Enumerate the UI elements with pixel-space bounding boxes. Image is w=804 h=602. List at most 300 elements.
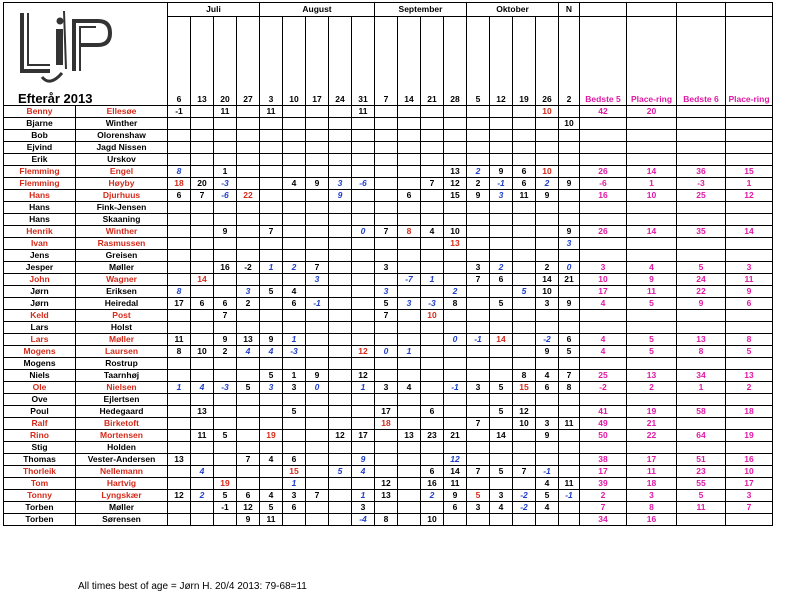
first-name: Niels <box>4 370 76 382</box>
empty-cell <box>237 274 260 286</box>
empty-cell <box>283 430 306 442</box>
summary-cell <box>677 118 726 130</box>
empty-cell <box>214 142 237 154</box>
empty-cell <box>398 502 421 514</box>
summary-cell: 8 <box>726 334 773 346</box>
score-cell: 8 <box>168 346 191 358</box>
empty-cell <box>168 502 191 514</box>
empty-cell <box>237 406 260 418</box>
empty-cell <box>260 322 283 334</box>
summary-cell <box>726 418 773 430</box>
summary-cell <box>726 310 773 322</box>
last-name: Laursen <box>76 346 168 358</box>
table-row <box>4 334 773 346</box>
score-cell: 3 <box>237 286 260 298</box>
summary-cell <box>580 442 627 454</box>
empty-cell <box>237 166 260 178</box>
table-row <box>4 262 773 274</box>
empty-cell <box>444 358 467 370</box>
score-cell: 0 <box>375 346 398 358</box>
summary-cell: 50 <box>580 430 627 442</box>
score-cell: 7 <box>306 262 329 274</box>
empty-cell <box>191 454 214 466</box>
score-cell: -3 <box>214 382 237 394</box>
score-cell: 15 <box>444 190 467 202</box>
score-cell: 3 <box>283 490 306 502</box>
last-name: Jagd Nissen <box>76 142 168 154</box>
score-cell: 19 <box>260 430 283 442</box>
empty-cell <box>559 406 580 418</box>
summary-cell <box>580 142 627 154</box>
summary-cell <box>677 310 726 322</box>
summary-cell: 16 <box>580 190 627 202</box>
summary-cell: 19 <box>726 430 773 442</box>
table-row <box>4 310 773 322</box>
empty-cell <box>398 394 421 406</box>
empty-cell <box>168 466 191 478</box>
score-cell: -1 <box>444 382 467 394</box>
empty-cell <box>260 418 283 430</box>
week-header: 3 <box>260 17 283 106</box>
empty-cell <box>329 382 352 394</box>
empty-cell <box>398 490 421 502</box>
score-cell: 2 <box>490 262 513 274</box>
score-cell: 12 <box>513 406 536 418</box>
empty-cell <box>398 238 421 250</box>
empty-cell <box>283 154 306 166</box>
empty-cell <box>444 370 467 382</box>
first-name: Tonny <box>4 490 76 502</box>
summary-cell: 8 <box>677 346 726 358</box>
empty-cell <box>329 274 352 286</box>
empty-cell <box>467 514 490 526</box>
summary-cell: 22 <box>677 286 726 298</box>
first-name: Mogens <box>4 358 76 370</box>
empty-cell <box>191 250 214 262</box>
last-name: Taarnhøj <box>76 370 168 382</box>
first-name: Hans <box>4 214 76 226</box>
score-cell: 21 <box>559 274 580 286</box>
empty-cell <box>329 286 352 298</box>
empty-cell <box>329 106 352 118</box>
table-row <box>4 286 773 298</box>
summary-cell: 25 <box>580 370 627 382</box>
summary-cell <box>627 154 677 166</box>
empty-cell <box>306 346 329 358</box>
first-name: Lars <box>4 322 76 334</box>
score-cell: -4 <box>352 514 375 526</box>
empty-cell <box>421 454 444 466</box>
empty-cell <box>490 394 513 406</box>
empty-cell <box>191 334 214 346</box>
summary-cell: 9 <box>677 298 726 310</box>
empty-cell <box>352 478 375 490</box>
week-header: 28 <box>444 17 467 106</box>
summary-cell <box>677 154 726 166</box>
last-name: Rostrup <box>76 358 168 370</box>
score-cell: 3 <box>536 418 559 430</box>
score-cell: 11 <box>352 106 375 118</box>
score-cell: -6 <box>214 190 237 202</box>
empty-cell <box>513 358 536 370</box>
empty-cell <box>168 322 191 334</box>
empty-cell <box>375 358 398 370</box>
score-cell: 3 <box>306 274 329 286</box>
last-name: Post <box>76 310 168 322</box>
summary-cell: 20 <box>627 106 677 118</box>
score-cell: 1 <box>283 334 306 346</box>
empty-cell <box>214 358 237 370</box>
empty-cell <box>444 154 467 166</box>
score-cell: 7 <box>260 226 283 238</box>
last-name: Vester-Andersen <box>76 454 168 466</box>
empty-cell <box>398 130 421 142</box>
summary-cell: 51 <box>677 454 726 466</box>
empty-cell <box>536 118 559 130</box>
summary-cell: 4 <box>580 346 627 358</box>
first-name: Ralf <box>4 418 76 430</box>
empty-cell <box>490 214 513 226</box>
summary-cell <box>580 130 627 142</box>
empty-cell <box>352 250 375 262</box>
first-name: Torben <box>4 514 76 526</box>
empty-cell <box>467 214 490 226</box>
score-cell: 3 <box>490 190 513 202</box>
empty-cell <box>536 202 559 214</box>
empty-cell <box>513 274 536 286</box>
score-cell: 6 <box>283 298 306 310</box>
summary-cell: 39 <box>580 478 627 490</box>
summary-cell <box>726 358 773 370</box>
first-name: Bob <box>4 130 76 142</box>
first-name: Jesper <box>4 262 76 274</box>
score-cell: 6 <box>191 298 214 310</box>
empty-cell <box>352 142 375 154</box>
empty-cell <box>306 418 329 430</box>
score-cell: -7 <box>398 274 421 286</box>
empty-cell <box>421 370 444 382</box>
score-cell: 8 <box>444 298 467 310</box>
first-name: Stig <box>4 442 76 454</box>
empty-cell <box>214 394 237 406</box>
month-header: August <box>260 3 375 17</box>
score-cell: 2 <box>283 262 306 274</box>
table-row <box>4 454 773 466</box>
score-cell: 12 <box>168 490 191 502</box>
summary-cell: 8 <box>627 502 677 514</box>
score-cell: 7 <box>421 178 444 190</box>
empty-cell <box>536 394 559 406</box>
summary-cell: 2 <box>580 490 627 502</box>
score-cell: -2 <box>536 334 559 346</box>
empty-cell <box>421 334 444 346</box>
club-logo-cell <box>4 3 168 106</box>
empty-cell <box>398 478 421 490</box>
first-name: Torben <box>4 502 76 514</box>
score-cell: 12 <box>444 178 467 190</box>
empty-cell <box>191 154 214 166</box>
table-row <box>4 178 773 190</box>
empty-cell <box>237 178 260 190</box>
summary-cell <box>677 322 726 334</box>
score-cell: 8 <box>375 514 398 526</box>
empty-cell <box>260 202 283 214</box>
table-row <box>4 118 773 130</box>
first-name: Flemming <box>4 178 76 190</box>
summary-cell: -2 <box>580 382 627 394</box>
empty-cell <box>237 130 260 142</box>
empty-cell <box>260 178 283 190</box>
summary-cell: 3 <box>580 262 627 274</box>
empty-cell <box>490 310 513 322</box>
summary-cell: 9 <box>726 286 773 298</box>
empty-cell <box>283 274 306 286</box>
week-header: 17 <box>306 17 329 106</box>
last-name: Nellemann <box>76 466 168 478</box>
summary-cell <box>677 130 726 142</box>
empty-cell <box>421 394 444 406</box>
empty-cell <box>444 214 467 226</box>
score-cell: 5 <box>513 286 536 298</box>
empty-cell <box>467 118 490 130</box>
empty-cell <box>260 118 283 130</box>
empty-cell <box>237 322 260 334</box>
empty-cell <box>421 418 444 430</box>
empty-cell <box>375 250 398 262</box>
empty-cell <box>536 226 559 238</box>
summary-cell: 6 <box>726 298 773 310</box>
first-name: Thorleik <box>4 466 76 478</box>
empty-cell <box>329 226 352 238</box>
empty-cell <box>536 454 559 466</box>
summary-cell <box>627 142 677 154</box>
empty-cell <box>306 514 329 526</box>
table-row <box>4 370 773 382</box>
summary-cell <box>627 322 677 334</box>
first-name: Ivan <box>4 238 76 250</box>
summary-cell: 24 <box>677 274 726 286</box>
last-name: Djurhuus <box>76 190 168 202</box>
score-cell: 6 <box>513 166 536 178</box>
week-header: 21 <box>421 17 444 106</box>
score-cell: 17 <box>352 430 375 442</box>
month-header: Oktober <box>467 3 559 17</box>
score-cell: 22 <box>237 190 260 202</box>
score-cell: 4 <box>237 346 260 358</box>
summary-cell: 17 <box>580 286 627 298</box>
empty-cell <box>329 490 352 502</box>
first-name: Poul <box>4 406 76 418</box>
empty-cell <box>168 130 191 142</box>
empty-cell <box>352 322 375 334</box>
summary-cell: 17 <box>627 454 677 466</box>
empty-cell <box>467 406 490 418</box>
summary-cell: 13 <box>627 370 677 382</box>
summary-cell: 7 <box>726 502 773 514</box>
score-cell: 3 <box>283 382 306 394</box>
last-name: Winther <box>76 118 168 130</box>
score-cell: -1 <box>306 298 329 310</box>
empty-cell <box>559 142 580 154</box>
empty-cell <box>168 250 191 262</box>
last-name: Greisen <box>76 250 168 262</box>
score-cell: -1 <box>467 334 490 346</box>
empty-cell <box>283 226 306 238</box>
score-cell: 1 <box>421 274 444 286</box>
summary-header-spacer <box>627 3 677 17</box>
empty-cell <box>237 214 260 226</box>
score-cell: 13 <box>375 490 398 502</box>
empty-cell <box>421 322 444 334</box>
empty-cell <box>237 238 260 250</box>
empty-cell <box>306 142 329 154</box>
score-cell: 2 <box>237 298 260 310</box>
empty-cell <box>513 238 536 250</box>
score-cell: 5 <box>490 406 513 418</box>
empty-cell <box>260 250 283 262</box>
score-cell: 13 <box>237 334 260 346</box>
empty-cell <box>559 154 580 166</box>
empty-cell <box>329 118 352 130</box>
empty-cell <box>283 214 306 226</box>
empty-cell <box>490 142 513 154</box>
empty-cell <box>237 202 260 214</box>
empty-cell <box>398 370 421 382</box>
empty-cell <box>352 166 375 178</box>
last-name: Ejlertsen <box>76 394 168 406</box>
empty-cell <box>490 358 513 370</box>
empty-cell <box>444 418 467 430</box>
empty-cell <box>306 430 329 442</box>
summary-cell <box>726 250 773 262</box>
score-cell: 1 <box>352 490 375 502</box>
empty-cell <box>191 502 214 514</box>
last-name: Høyby <box>76 178 168 190</box>
empty-cell <box>398 466 421 478</box>
score-cell: 10 <box>444 226 467 238</box>
empty-cell <box>467 358 490 370</box>
score-cell: 5 <box>214 490 237 502</box>
table-row <box>4 298 773 310</box>
empty-cell <box>375 370 398 382</box>
empty-cell <box>352 286 375 298</box>
empty-cell <box>214 442 237 454</box>
week-header: 7 <box>375 17 398 106</box>
golf-club-logo-icon <box>4 3 164 106</box>
summary-cell: 16 <box>726 454 773 466</box>
summary-header: Bedste 5 <box>580 17 627 106</box>
score-cell: 15 <box>513 382 536 394</box>
summary-cell: 14 <box>726 226 773 238</box>
empty-cell <box>398 454 421 466</box>
summary-cell: 25 <box>677 190 726 202</box>
empty-cell <box>283 142 306 154</box>
score-cell: 10 <box>191 346 214 358</box>
empty-cell <box>513 250 536 262</box>
summary-cell: 12 <box>726 190 773 202</box>
week-header: 14 <box>398 17 421 106</box>
empty-cell <box>168 142 191 154</box>
table-row <box>4 274 773 286</box>
summary-cell: 3 <box>627 490 677 502</box>
empty-cell <box>329 514 352 526</box>
empty-cell <box>444 394 467 406</box>
empty-cell <box>191 418 214 430</box>
empty-cell <box>421 502 444 514</box>
empty-cell <box>329 478 352 490</box>
first-name: Mogens <box>4 346 76 358</box>
summary-cell: 10 <box>580 274 627 286</box>
empty-cell <box>306 334 329 346</box>
empty-cell <box>559 190 580 202</box>
empty-cell <box>513 202 536 214</box>
week-header: 20 <box>214 17 237 106</box>
table-row <box>4 346 773 358</box>
empty-cell <box>352 298 375 310</box>
score-cell: 10 <box>421 310 444 322</box>
summary-cell: 38 <box>580 454 627 466</box>
score-cell: 9 <box>214 334 237 346</box>
summary-cell <box>580 154 627 166</box>
empty-cell <box>398 442 421 454</box>
summary-cell <box>627 118 677 130</box>
empty-cell <box>283 418 306 430</box>
empty-cell <box>490 370 513 382</box>
empty-cell <box>444 262 467 274</box>
summary-cell: 4 <box>580 334 627 346</box>
summary-cell <box>580 394 627 406</box>
week-header: 2 <box>559 17 580 106</box>
empty-cell <box>214 238 237 250</box>
summary-cell <box>627 202 677 214</box>
first-name: Thomas <box>4 454 76 466</box>
score-cell: 14 <box>490 334 513 346</box>
last-name: Holden <box>76 442 168 454</box>
score-cell: 5 <box>260 502 283 514</box>
empty-cell <box>329 142 352 154</box>
summary-cell <box>677 514 726 526</box>
footnote: All times best of age = Jørn H. 20/4 2013: 79-68=11 <box>78 581 307 592</box>
score-cell: 9 <box>352 454 375 466</box>
empty-cell <box>283 322 306 334</box>
empty-cell <box>214 466 237 478</box>
empty-cell <box>352 442 375 454</box>
last-name: Wagner <box>76 274 168 286</box>
empty-cell <box>237 142 260 154</box>
score-cell: 6 <box>421 466 444 478</box>
week-header: 5 <box>467 17 490 106</box>
empty-cell <box>536 358 559 370</box>
empty-cell <box>306 130 329 142</box>
empty-cell <box>467 442 490 454</box>
score-cell: 11 <box>260 106 283 118</box>
summary-cell: 14 <box>627 226 677 238</box>
empty-cell <box>421 250 444 262</box>
empty-cell <box>375 466 398 478</box>
empty-cell <box>214 118 237 130</box>
empty-cell <box>352 418 375 430</box>
empty-cell <box>375 214 398 226</box>
score-cell: 5 <box>329 466 352 478</box>
score-cell: 12 <box>329 430 352 442</box>
empty-cell <box>306 442 329 454</box>
empty-cell <box>352 130 375 142</box>
empty-cell <box>191 142 214 154</box>
score-cell: 20 <box>191 178 214 190</box>
empty-cell <box>467 286 490 298</box>
empty-cell <box>168 478 191 490</box>
empty-cell <box>352 334 375 346</box>
